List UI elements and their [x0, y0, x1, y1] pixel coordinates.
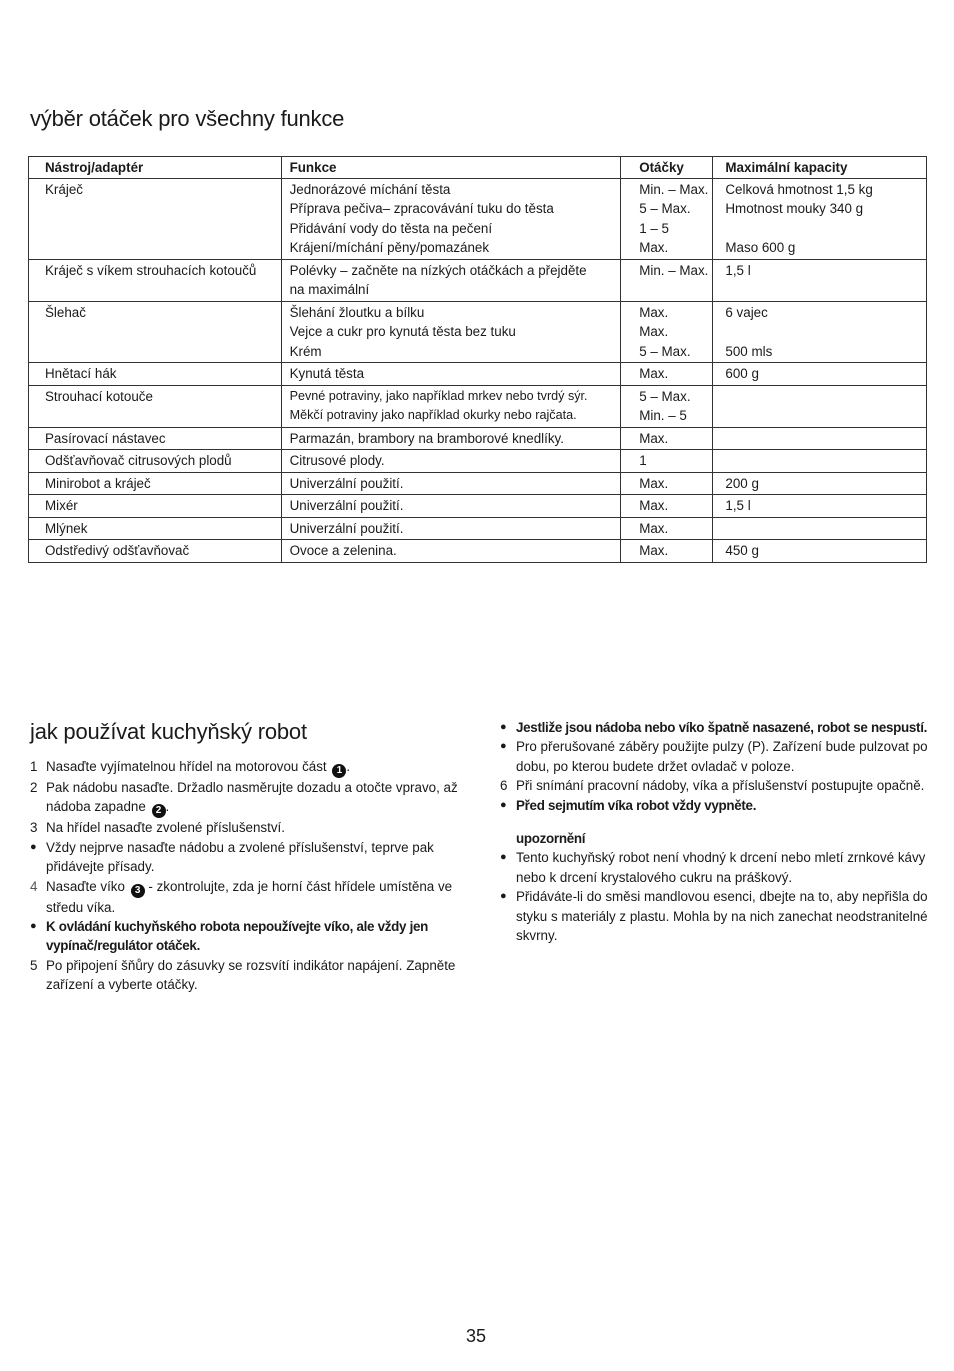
cell-function-line: Univerzální použití. [289, 475, 404, 491]
cell-capacity [713, 363, 927, 386]
cell-speed-line: Max. [639, 520, 669, 536]
page-number: 35 [466, 1326, 487, 1346]
cell-function [281, 385, 621, 427]
cell-capacity [713, 472, 927, 495]
cell-function-line: Šlehání žloutku a bílku [289, 304, 425, 320]
usage-right-list [500, 718, 930, 815]
cell-tool: Pasírovací nástavec [29, 427, 282, 450]
list-item-text [516, 737, 930, 776]
cell-capacity [713, 385, 927, 427]
list-item [30, 838, 460, 877]
table-row [29, 427, 927, 450]
cell-capacity-line [725, 519, 922, 539]
cell-tool: Minirobot a kráječ [29, 472, 282, 495]
list-item-text [516, 887, 930, 945]
cell-capacity-line: 1,5 l [725, 498, 751, 513]
cell-tool: Odšťavňovač citrusových plodů [29, 450, 282, 473]
cell-function [281, 178, 621, 259]
step-number: 3 [30, 820, 38, 836]
list-item [500, 737, 930, 776]
header-capacity: Maximální kapacity [713, 157, 927, 179]
cell-tool: Šlehač [29, 301, 282, 363]
cell-function-line: Vejce a cukr pro kynutá těsta bez tuku [289, 324, 516, 339]
step-number: 1 [30, 759, 38, 774]
cell-speed [621, 363, 713, 386]
list-item-text [46, 757, 460, 778]
cell-function [281, 472, 621, 495]
cell-speed-line: Min. – Max. [639, 181, 709, 197]
cell-speed-line: 5 – Max. [639, 388, 691, 404]
callout-number-icon: 3 [131, 884, 145, 898]
cell-capacity [713, 259, 927, 301]
usage-right-column [500, 718, 930, 945]
cell-capacity-line: 6 vajec [725, 304, 768, 320]
cell-speed [621, 301, 713, 363]
cell-function [281, 495, 621, 518]
warning-list [500, 848, 930, 945]
list-item-main-text: Pro přerušované záběry použijte pulzy (P). Zařízení bude pulzovat po dobu, po kterou budete držet ovladač v poloze. [516, 739, 928, 774]
cell-tool: Kráječ s víkem strouhacích kotoučů [29, 259, 282, 301]
cell-speed-line: 1 [639, 453, 647, 468]
cell-speed-line: 1 – 5 [639, 220, 669, 236]
cell-function-line: Parmazán, brambory na bramborové knedlíky. [289, 430, 564, 446]
step-number: 6 [500, 778, 508, 794]
list-item [30, 956, 460, 995]
cell-function-line: Univerzální použití. [289, 498, 404, 513]
cell-speed-line: Max. [639, 304, 669, 320]
cell-speed [621, 385, 713, 427]
cell-speed-line: Max. [639, 543, 669, 558]
cell-capacity-line: 200 g [725, 475, 759, 491]
cell-function [281, 517, 621, 540]
section-title-usage: jak používat kuchyňský robot [30, 719, 307, 744]
header-speed: Otáčky [621, 157, 713, 179]
cell-capacity [713, 178, 927, 259]
cell-function-line: Příprava pečiva– zpracovávání tuku do těsta [289, 201, 554, 216]
list-item [500, 796, 930, 815]
list-item-suffix: - zkontrolujte, zda je horní část hřídele umístěna ve středu víka. [46, 878, 453, 915]
cell-function [281, 427, 621, 450]
cell-capacity-line [725, 451, 922, 471]
cell-function-line: Měkčí potraviny jako například okurky nebo rajčata. [289, 408, 577, 422]
list-item-text [516, 718, 930, 737]
bullet-icon: ● [500, 798, 507, 811]
table-row [29, 450, 927, 473]
usage-left-column [30, 757, 460, 995]
cell-speed-line: Min. – 5 [639, 408, 687, 423]
list-item-main-text: Nasaďte vyjímatelnou hřídel na motorovou část [46, 759, 327, 774]
header-function: Funkce [281, 157, 621, 179]
cell-function-line: Krájení/míchání pěny/pomazánek [289, 240, 490, 255]
list-item [30, 917, 460, 956]
table-header-row [29, 157, 927, 179]
table-row [29, 540, 927, 563]
cell-function-line: Citrusové plody. [289, 453, 385, 468]
cell-capacity [713, 301, 927, 363]
cell-speed-line: Max. [639, 240, 669, 255]
cell-speed [621, 259, 713, 301]
cell-function-line: Jednorázové míchání těsta [289, 181, 451, 197]
table-row [29, 517, 927, 540]
list-item-suffix: . [346, 759, 351, 774]
cell-speed-line: Min. – Max. [639, 262, 709, 278]
cell-capacity-line [725, 387, 922, 407]
cell-function [281, 259, 621, 301]
list-item [500, 718, 930, 737]
table-row [29, 178, 927, 259]
warning-heading: upozornění [516, 831, 586, 847]
cell-capacity-line [725, 322, 922, 342]
cell-capacity-line: 600 g [725, 366, 759, 381]
cell-tool: Strouhací kotouče [29, 385, 282, 427]
cell-speed [621, 450, 713, 473]
list-item-text [516, 848, 930, 887]
list-item-text [516, 796, 930, 815]
cell-capacity-line: 450 g [725, 543, 759, 558]
list-item [500, 776, 930, 795]
bullet-icon: ● [500, 740, 507, 753]
bullet-icon: ● [500, 721, 507, 733]
cell-capacity-line: 1,5 l [725, 262, 751, 278]
list-item-main-text: Jestliže jsou nádoba nebo víko špatně nasazené, robot se nespustí. [516, 720, 928, 735]
cell-function-line: Přidávání vody do těsta na pečení [289, 220, 493, 236]
list-item [30, 818, 460, 837]
cell-capacity [713, 450, 927, 473]
cell-speed-line: 5 – Max. [639, 343, 691, 359]
cell-tool: Odstředivý odšťavňovač [29, 540, 282, 563]
cell-speed [621, 427, 713, 450]
list-item-main-text: Před sejmutím víka robot vždy vypněte. [516, 797, 757, 813]
step-number: 2 [30, 780, 38, 795]
cell-speed [621, 495, 713, 518]
cell-capacity-line: 500 mls [725, 343, 773, 359]
list-item [500, 887, 930, 945]
step-number: 4 [30, 878, 38, 894]
bullet-icon: ● [500, 890, 507, 903]
cell-speed-line: Max. [639, 366, 669, 381]
cell-function [281, 450, 621, 473]
list-item [30, 778, 460, 818]
cell-capacity [713, 427, 927, 450]
cell-capacity-line [725, 219, 922, 239]
step-number: 5 [30, 957, 38, 973]
list-item-main-text: Na hřídel nasaďte zvolené příslušenství. [46, 820, 285, 836]
list-item-main-text: Vždy nejprve nasaďte nádobu a zvolené příslušenství, teprve pak přidávejte přísady. [46, 839, 434, 875]
table-row [29, 363, 927, 386]
cell-function-line: Kynutá těsta [289, 366, 365, 381]
list-item-suffix: . [165, 799, 170, 815]
cell-tool: Mixér [29, 495, 282, 518]
list-item-text [46, 778, 460, 818]
list-item-text [516, 776, 930, 795]
list-item-text [46, 956, 460, 995]
cell-capacity-line: Hmotnost mouky 340 g [725, 201, 864, 216]
list-item-text [46, 877, 460, 917]
list-item-main-text: Po připojení šňůry do zásuvky se rozsvítí indikátor napájení. Zapněte zařízení a vyberte otáčky. [46, 957, 456, 993]
speed-table [28, 156, 927, 563]
list-item-main-text: K ovládání kuchyňského robota nepoužívejte víko, ale vždy jen vypínač/regulátor otáček. [46, 919, 429, 954]
table-row [29, 301, 927, 363]
list-item-main-text: Tento kuchyňský robot není vhodný k drcení nebo mletí zrnkové kávy nebo k drcení krystalového cukru na práškový. [516, 850, 926, 885]
callout-number-icon: 1 [332, 764, 346, 778]
list-item-text [46, 838, 460, 877]
cell-speed [621, 178, 713, 259]
cell-capacity-line: Maso 600 g [725, 240, 796, 255]
list-item-main-text: Pak nádobu nasaďte. Držadlo nasměrujte dozadu a otočte vpravo, až nádoba zapadne [46, 780, 458, 815]
cell-capacity-line [725, 429, 922, 449]
cell-capacity [713, 517, 927, 540]
cell-function [281, 363, 621, 386]
cell-tool: Kráječ [29, 178, 282, 259]
table-row [29, 385, 927, 427]
bullet-icon: ● [30, 920, 37, 933]
cell-speed [621, 517, 713, 540]
cell-speed-line: 5 – Max. [639, 201, 691, 216]
cell-function [281, 540, 621, 563]
table-row [29, 472, 927, 495]
cell-speed-line: Max. [639, 475, 669, 491]
list-item-main-text: Nasaďte víko [46, 878, 125, 894]
list-item-main-text: Při snímání pracovní nádoby, víka a příslušenství postupujte opačně. [516, 778, 925, 794]
list-item [30, 757, 460, 778]
cell-capacity-line: Celková hmotnost 1,5 kg [725, 181, 873, 197]
cell-speed [621, 472, 713, 495]
cell-function-line: Polévky – začněte na nízkých otáčkách a přejděte [289, 262, 587, 278]
list-item-text [46, 818, 460, 837]
bullet-icon: ● [500, 851, 507, 864]
list-item-main-text: Přidáváte-li do směsi mandlovou esenci, dbejte na to, aby nepřišla do styku s materiály z plastu. Mohla by na nich zanechat neodstranitelné skvrny. [516, 889, 928, 944]
cell-function-line: Univerzální použití. [289, 520, 404, 536]
cell-speed-line: Max. [639, 324, 669, 339]
cell-tool: Mlýnek [29, 517, 282, 540]
table-row [29, 259, 927, 301]
cell-capacity [713, 540, 927, 563]
list-item [30, 877, 460, 917]
cell-function-line: Ovoce a zelenina. [289, 543, 397, 558]
cell-function-line: na maximální [289, 282, 370, 297]
bullet-icon: ● [30, 840, 37, 853]
list-item-text [46, 917, 460, 956]
cell-function [281, 301, 621, 363]
cell-function-line: Pevné potraviny, jako například mrkev nebo tvrdý sýr. [289, 388, 588, 403]
cell-speed-line: Max. [639, 498, 669, 513]
header-tool: Nástroj/adaptér [29, 157, 282, 179]
list-item [500, 848, 930, 887]
cell-tool: Hnětací hák [29, 363, 282, 386]
cell-capacity [713, 495, 927, 518]
section-title-speeds: výběr otáček pro všechny funkce [30, 106, 345, 131]
cell-speed [621, 540, 713, 563]
cell-function-line: Krém [289, 343, 322, 359]
cell-speed-line: Max. [639, 430, 669, 446]
table-body [29, 178, 927, 562]
callout-number-icon: 2 [152, 804, 166, 818]
table-row [29, 495, 927, 518]
